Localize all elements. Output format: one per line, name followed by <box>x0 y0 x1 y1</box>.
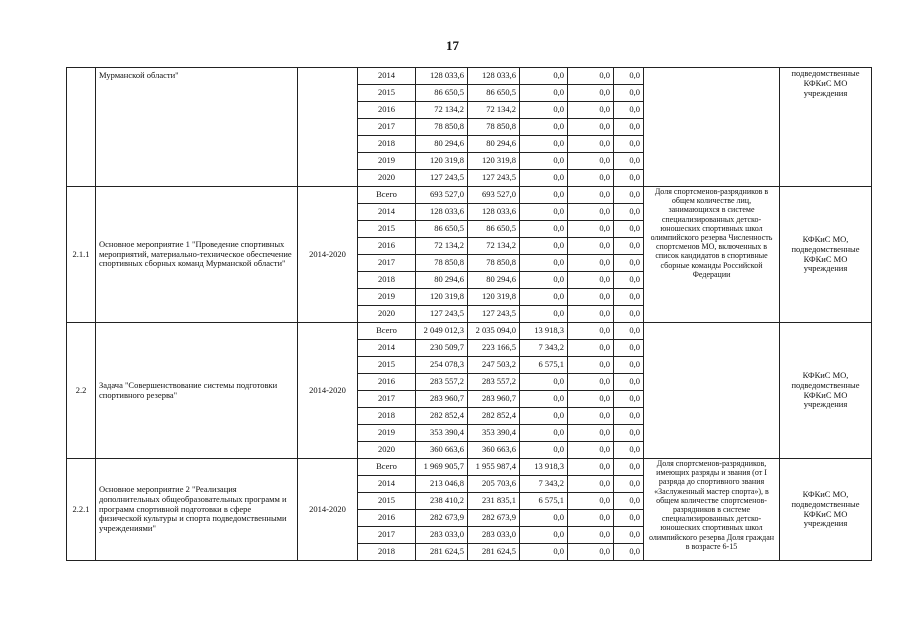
other-sources-cell: 0,0 <box>614 136 644 153</box>
other-sources-cell: 0,0 <box>614 204 644 221</box>
year-cell: 2015 <box>358 357 416 374</box>
federal-budget-cell: 7 343,2 <box>520 340 568 357</box>
regional-budget-cell: 283 557,2 <box>468 374 520 391</box>
item-number-cell: 2.1.1 <box>67 187 96 323</box>
local-budget-cell: 0,0 <box>568 425 614 442</box>
other-sources-cell: 0,0 <box>614 493 644 510</box>
year-cell: 2014 <box>358 204 416 221</box>
item-name-cell: Задача "Совершенствование системы подготовки спортивного резерва" <box>96 323 298 459</box>
year-cell: 2017 <box>358 391 416 408</box>
regional-budget-cell: 120 319,8 <box>468 289 520 306</box>
table-row <box>67 68 872 85</box>
federal-budget-cell: 6 575,1 <box>520 357 568 374</box>
regional-budget-cell: 127 243,5 <box>468 306 520 323</box>
total-cell: 78 850,8 <box>416 119 468 136</box>
total-cell: 360 663,6 <box>416 442 468 459</box>
year-cell: 2016 <box>358 374 416 391</box>
year-cell: 2017 <box>358 255 416 272</box>
other-sources-cell: 0,0 <box>614 221 644 238</box>
other-sources-cell: 0,0 <box>614 119 644 136</box>
local-budget-cell: 0,0 <box>568 527 614 544</box>
year-cell: 2016 <box>358 510 416 527</box>
total-cell: 693 527,0 <box>416 187 468 204</box>
year-cell: Всего <box>358 459 416 476</box>
total-cell: 2 049 012,3 <box>416 323 468 340</box>
year-cell: 2019 <box>358 425 416 442</box>
year-cell: 2020 <box>358 170 416 187</box>
year-cell: 2014 <box>358 340 416 357</box>
regional-budget-cell: 283 033,0 <box>468 527 520 544</box>
local-budget-cell: 0,0 <box>568 102 614 119</box>
year-cell: 2019 <box>358 289 416 306</box>
year-cell: 2017 <box>358 119 416 136</box>
executor-cell: КФКиС МО, подведомственные КФКиС МО учреждения <box>780 323 872 459</box>
local-budget-cell: 0,0 <box>568 136 614 153</box>
federal-budget-cell: 0,0 <box>520 374 568 391</box>
year-cell: 2020 <box>358 442 416 459</box>
local-budget-cell: 0,0 <box>568 85 614 102</box>
regional-budget-cell: 78 850,8 <box>468 255 520 272</box>
other-sources-cell: 0,0 <box>614 153 644 170</box>
local-budget-cell: 0,0 <box>568 493 614 510</box>
indicator-cell <box>644 68 780 187</box>
other-sources-cell: 0,0 <box>614 68 644 85</box>
other-sources-cell: 0,0 <box>614 391 644 408</box>
federal-budget-cell: 0,0 <box>520 425 568 442</box>
year-cell: 2014 <box>358 476 416 493</box>
federal-budget-cell: 0,0 <box>520 187 568 204</box>
local-budget-cell: 0,0 <box>568 476 614 493</box>
local-budget-cell: 0,0 <box>568 510 614 527</box>
period-cell <box>298 68 358 187</box>
regional-budget-cell: 72 134,2 <box>468 102 520 119</box>
regional-budget-cell: 127 243,5 <box>468 170 520 187</box>
federal-budget-cell: 0,0 <box>520 153 568 170</box>
indicator-cell: Доля спортсменов-разрядников, имеющих разряды и звания (от I разряда до спортивного звания «Заслуженный мастер спорта»), в общем количестве спортсменов-разрядников в системе специализированных детско-юношеских спортивных школ олимпийского резерва Доля граждан в возрасте 6-15 <box>644 459 780 561</box>
item-name-cell: Мурманской области" <box>96 68 298 187</box>
other-sources-cell: 0,0 <box>614 374 644 391</box>
local-budget-cell: 0,0 <box>568 221 614 238</box>
other-sources-cell: 0,0 <box>614 170 644 187</box>
regional-budget-cell: 282 852,4 <box>468 408 520 425</box>
federal-budget-cell: 0,0 <box>520 221 568 238</box>
other-sources-cell: 0,0 <box>614 187 644 204</box>
item-name-cell: Основное мероприятие 1 "Проведение спортивных мероприятий, материально-техническое обеспечение спортивных сборных команд Мурманской области" <box>96 187 298 323</box>
regional-budget-cell: 247 503,2 <box>468 357 520 374</box>
year-cell: 2018 <box>358 272 416 289</box>
local-budget-cell: 0,0 <box>568 374 614 391</box>
year-cell: 2016 <box>358 238 416 255</box>
federal-budget-cell: 0,0 <box>520 306 568 323</box>
total-cell: 128 033,6 <box>416 204 468 221</box>
year-cell: 2015 <box>358 221 416 238</box>
other-sources-cell: 0,0 <box>614 102 644 119</box>
local-budget-cell: 0,0 <box>568 187 614 204</box>
other-sources-cell: 0,0 <box>614 255 644 272</box>
local-budget-cell: 0,0 <box>568 272 614 289</box>
federal-budget-cell: 0,0 <box>520 255 568 272</box>
other-sources-cell: 0,0 <box>614 85 644 102</box>
local-budget-cell: 0,0 <box>568 68 614 85</box>
local-budget-cell: 0,0 <box>568 119 614 136</box>
local-budget-cell: 0,0 <box>568 170 614 187</box>
federal-budget-cell: 0,0 <box>520 85 568 102</box>
year-cell: 2018 <box>358 408 416 425</box>
other-sources-cell: 0,0 <box>614 408 644 425</box>
federal-budget-cell: 0,0 <box>520 442 568 459</box>
federal-budget-cell: 0,0 <box>520 408 568 425</box>
federal-budget-cell: 0,0 <box>520 238 568 255</box>
total-cell: 120 319,8 <box>416 153 468 170</box>
local-budget-cell: 0,0 <box>568 323 614 340</box>
local-budget-cell: 0,0 <box>568 204 614 221</box>
regional-budget-cell: 86 650,5 <box>468 221 520 238</box>
other-sources-cell: 0,0 <box>614 306 644 323</box>
total-cell: 353 390,4 <box>416 425 468 442</box>
year-cell: 2018 <box>358 136 416 153</box>
federal-budget-cell: 0,0 <box>520 272 568 289</box>
table-row <box>67 187 872 204</box>
table-row <box>67 459 872 476</box>
year-cell: Всего <box>358 187 416 204</box>
regional-budget-cell: 693 527,0 <box>468 187 520 204</box>
local-budget-cell: 0,0 <box>568 391 614 408</box>
period-cell: 2014-2020 <box>298 323 358 459</box>
federal-budget-cell: 13 918,3 <box>520 323 568 340</box>
executor-cell: подведомственные КФКиС МО учреждения <box>780 68 872 187</box>
table-row <box>67 323 872 340</box>
local-budget-cell: 0,0 <box>568 306 614 323</box>
regional-budget-cell: 128 033,6 <box>468 68 520 85</box>
indicator-cell <box>644 323 780 459</box>
total-cell: 283 033,0 <box>416 527 468 544</box>
federal-budget-cell: 7 343,2 <box>520 476 568 493</box>
federal-budget-cell: 0,0 <box>520 289 568 306</box>
federal-budget-cell: 13 918,3 <box>520 459 568 476</box>
federal-budget-cell: 0,0 <box>520 544 568 561</box>
executor-cell: КФКиС МО, подведомственные КФКиС МО учреждения <box>780 187 872 323</box>
other-sources-cell: 0,0 <box>614 442 644 459</box>
total-cell: 1 969 905,7 <box>416 459 468 476</box>
regional-budget-cell: 78 850,8 <box>468 119 520 136</box>
year-cell: 2017 <box>358 527 416 544</box>
regional-budget-cell: 2 035 094,0 <box>468 323 520 340</box>
year-cell: 2014 <box>358 68 416 85</box>
item-number-cell <box>67 68 96 187</box>
total-cell: 282 673,9 <box>416 510 468 527</box>
page-number: 17 <box>446 38 459 53</box>
other-sources-cell: 0,0 <box>614 323 644 340</box>
local-budget-cell: 0,0 <box>568 459 614 476</box>
total-cell: 283 960,7 <box>416 391 468 408</box>
other-sources-cell: 0,0 <box>614 357 644 374</box>
regional-budget-cell: 80 294,6 <box>468 136 520 153</box>
total-cell: 127 243,5 <box>416 306 468 323</box>
total-cell: 281 624,5 <box>416 544 468 561</box>
local-budget-cell: 0,0 <box>568 255 614 272</box>
federal-budget-cell: 6 575,1 <box>520 493 568 510</box>
regional-budget-cell: 72 134,2 <box>468 238 520 255</box>
other-sources-cell: 0,0 <box>614 340 644 357</box>
total-cell: 80 294,6 <box>416 136 468 153</box>
regional-budget-cell: 360 663,6 <box>468 442 520 459</box>
total-cell: 127 243,5 <box>416 170 468 187</box>
year-cell: 2015 <box>358 493 416 510</box>
other-sources-cell: 0,0 <box>614 289 644 306</box>
federal-budget-cell: 0,0 <box>520 68 568 85</box>
other-sources-cell: 0,0 <box>614 510 644 527</box>
total-cell: 128 033,6 <box>416 68 468 85</box>
year-cell: 2019 <box>358 153 416 170</box>
total-cell: 238 410,2 <box>416 493 468 510</box>
year-cell: 2015 <box>358 85 416 102</box>
federal-budget-cell: 0,0 <box>520 510 568 527</box>
item-number-cell: 2.2 <box>67 323 96 459</box>
total-cell: 120 319,8 <box>416 289 468 306</box>
year-cell: 2018 <box>358 544 416 561</box>
federal-budget-cell: 0,0 <box>520 170 568 187</box>
federal-budget-cell: 0,0 <box>520 391 568 408</box>
local-budget-cell: 0,0 <box>568 357 614 374</box>
other-sources-cell: 0,0 <box>614 272 644 289</box>
regional-budget-cell: 223 166,5 <box>468 340 520 357</box>
federal-budget-cell: 0,0 <box>520 136 568 153</box>
regional-budget-cell: 231 835,1 <box>468 493 520 510</box>
total-cell: 254 078,3 <box>416 357 468 374</box>
local-budget-cell: 0,0 <box>568 544 614 561</box>
regional-budget-cell: 283 960,7 <box>468 391 520 408</box>
other-sources-cell: 0,0 <box>614 238 644 255</box>
local-budget-cell: 0,0 <box>568 153 614 170</box>
total-cell: 86 650,5 <box>416 85 468 102</box>
item-name-cell: Основное мероприятие 2 "Реализация дополнительных общеобразовательных программ и программ спортивной подготовки в сфере физической культуры и спорта подведомственными учреждениями" <box>96 459 298 561</box>
regional-budget-cell: 80 294,6 <box>468 272 520 289</box>
other-sources-cell: 0,0 <box>614 459 644 476</box>
other-sources-cell: 0,0 <box>614 476 644 493</box>
regional-budget-cell: 282 673,9 <box>468 510 520 527</box>
total-cell: 72 134,2 <box>416 238 468 255</box>
total-cell: 80 294,6 <box>416 272 468 289</box>
year-cell: Всего <box>358 323 416 340</box>
indicator-cell: Доля спортсменов-разрядников в общем количестве лиц, занимающихся в системе специализированных детско-юношеских спортивных школ олимпийского резерва Численность спортсменов МО, включенных в список кандидатов в спортивные сборные команды Российской Федерации <box>644 187 780 323</box>
regional-budget-cell: 1 955 987,4 <box>468 459 520 476</box>
total-cell: 78 850,8 <box>416 255 468 272</box>
year-cell: 2020 <box>358 306 416 323</box>
regional-budget-cell: 120 319,8 <box>468 153 520 170</box>
total-cell: 230 509,7 <box>416 340 468 357</box>
federal-budget-cell: 0,0 <box>520 527 568 544</box>
local-budget-cell: 0,0 <box>568 408 614 425</box>
other-sources-cell: 0,0 <box>614 527 644 544</box>
total-cell: 282 852,4 <box>416 408 468 425</box>
other-sources-cell: 0,0 <box>614 425 644 442</box>
total-cell: 86 650,5 <box>416 221 468 238</box>
local-budget-cell: 0,0 <box>568 442 614 459</box>
year-cell: 2016 <box>358 102 416 119</box>
total-cell: 213 046,8 <box>416 476 468 493</box>
regional-budget-cell: 128 033,6 <box>468 204 520 221</box>
item-number-cell: 2.2.1 <box>67 459 96 561</box>
period-cell: 2014-2020 <box>298 187 358 323</box>
federal-budget-cell: 0,0 <box>520 102 568 119</box>
local-budget-cell: 0,0 <box>568 238 614 255</box>
regional-budget-cell: 281 624,5 <box>468 544 520 561</box>
executor-cell: КФКиС МО, подведомственные КФКиС МО учреждения <box>780 459 872 561</box>
local-budget-cell: 0,0 <box>568 340 614 357</box>
regional-budget-cell: 353 390,4 <box>468 425 520 442</box>
regional-budget-cell: 205 703,6 <box>468 476 520 493</box>
federal-budget-cell: 0,0 <box>520 204 568 221</box>
total-cell: 72 134,2 <box>416 102 468 119</box>
total-cell: 283 557,2 <box>416 374 468 391</box>
period-cell: 2014-2020 <box>298 459 358 561</box>
program-financing-table <box>66 67 872 561</box>
federal-budget-cell: 0,0 <box>520 119 568 136</box>
local-budget-cell: 0,0 <box>568 289 614 306</box>
other-sources-cell: 0,0 <box>614 544 644 561</box>
regional-budget-cell: 86 650,5 <box>468 85 520 102</box>
